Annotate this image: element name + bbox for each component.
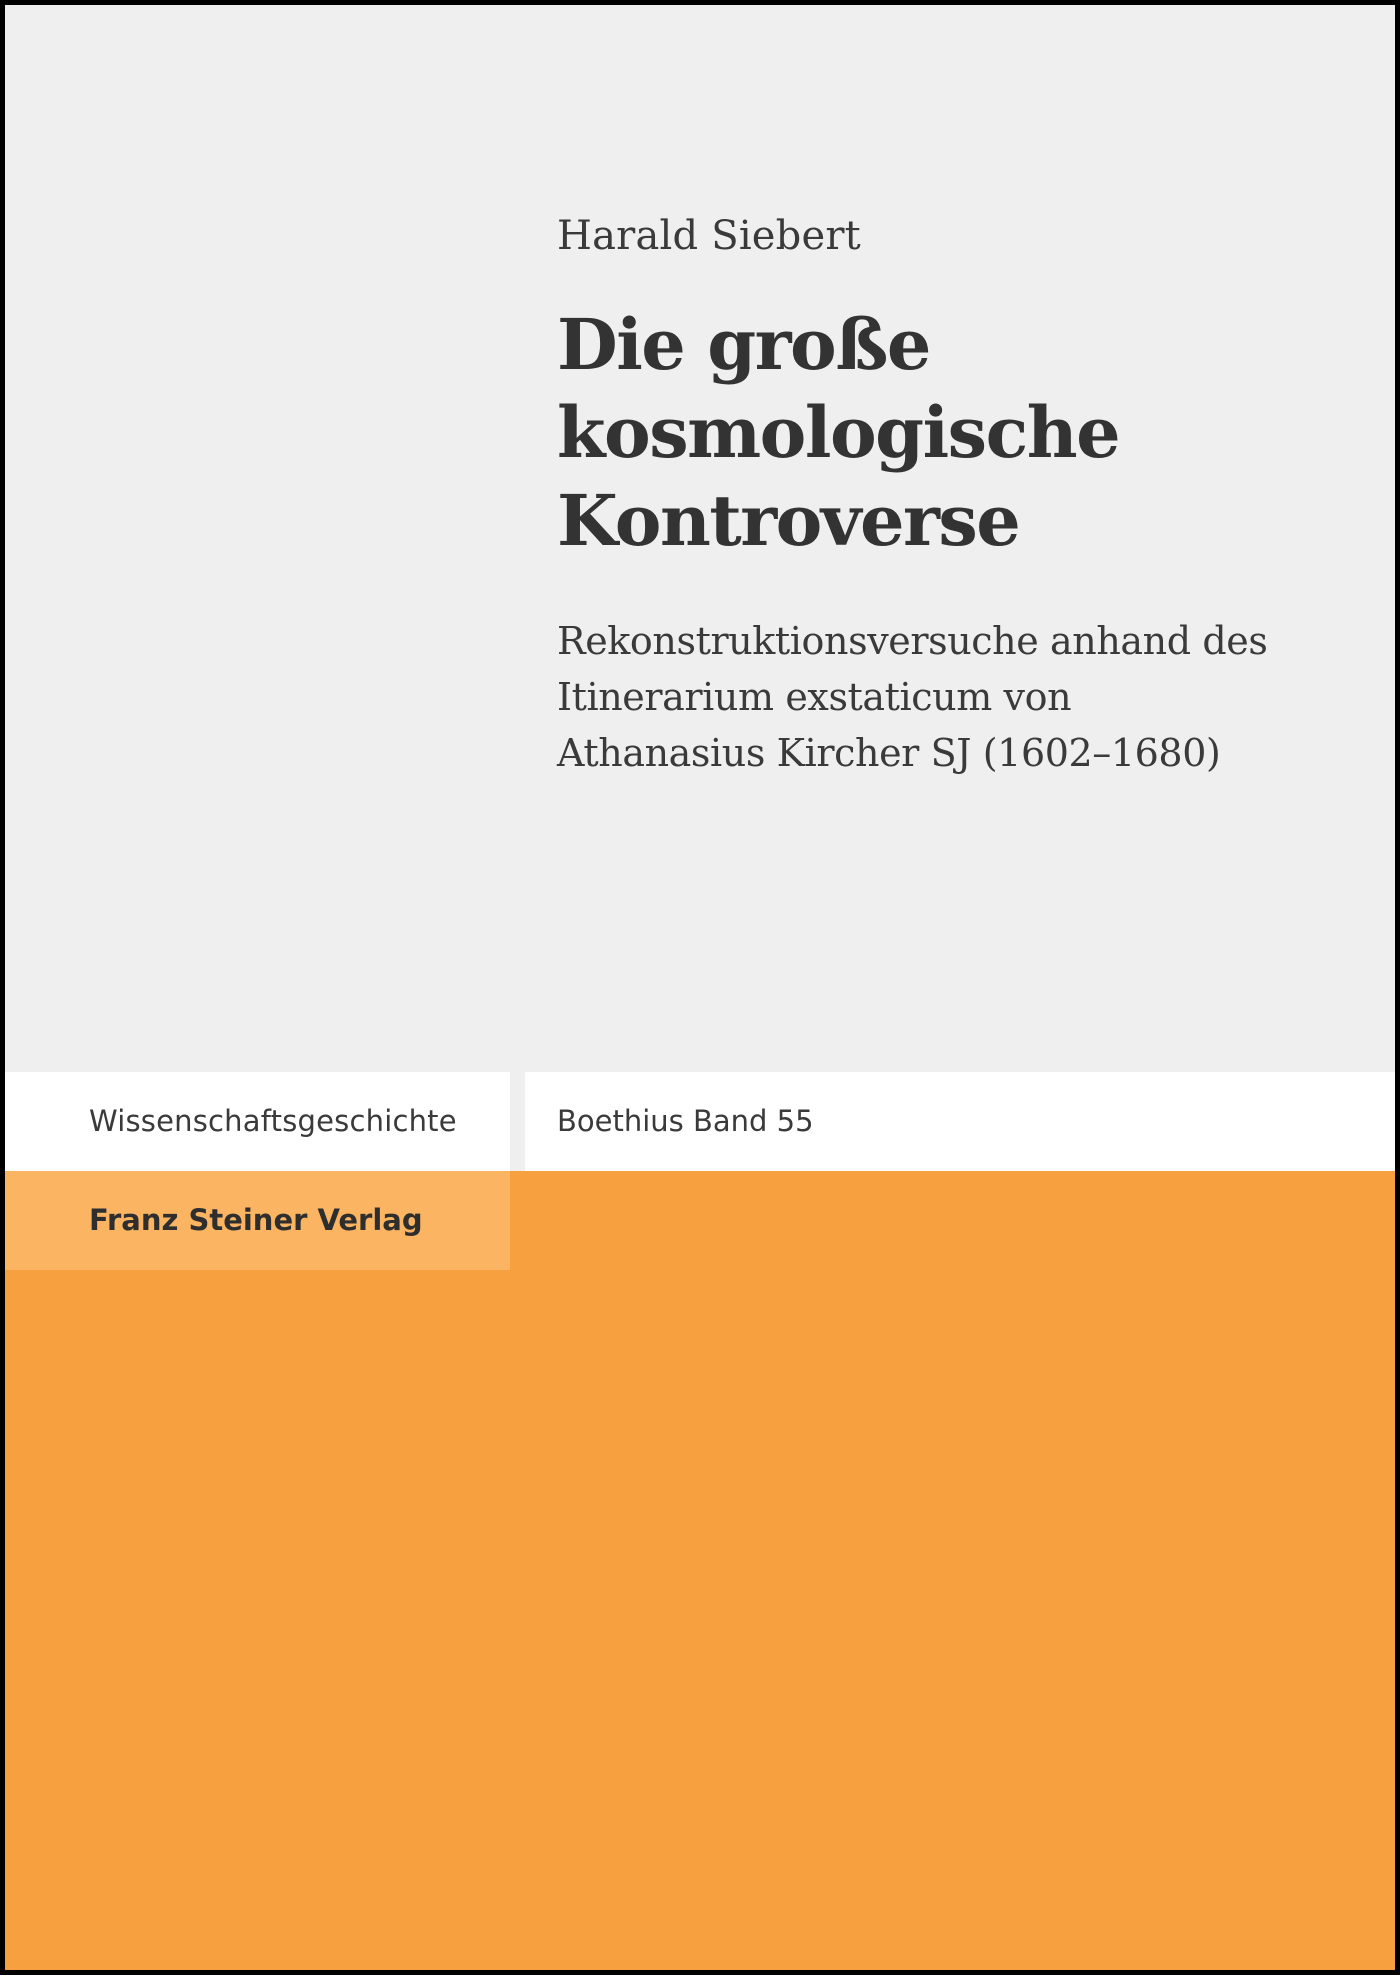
series-band — [525, 1072, 1395, 1171]
subtitle-line: Athanasius Kircher SJ (1602–1680) — [557, 731, 1221, 775]
subject-label: Wissenschaftsgeschichte — [89, 1104, 457, 1138]
publisher-box — [5, 1171, 510, 1270]
title-line: kosmologische — [557, 391, 1120, 474]
series-label: Boethius Band 55 — [557, 1104, 814, 1138]
subject-band — [5, 1072, 510, 1171]
title-line: Kontroverse — [557, 479, 1020, 562]
orange-panel — [5, 1171, 1395, 1970]
subtitle-line: Itinerarium exstaticum von — [557, 675, 1072, 719]
book-title — [557, 301, 1119, 565]
author-name: Harald Siebert — [557, 213, 861, 259]
title-line: Die große — [557, 303, 930, 386]
book-subtitle — [557, 613, 1267, 781]
book-cover — [5, 5, 1395, 1970]
publisher-name: Franz Steiner Verlag — [89, 1203, 423, 1237]
subtitle-line: Rekonstruktionsversuche anhand des — [557, 619, 1268, 663]
